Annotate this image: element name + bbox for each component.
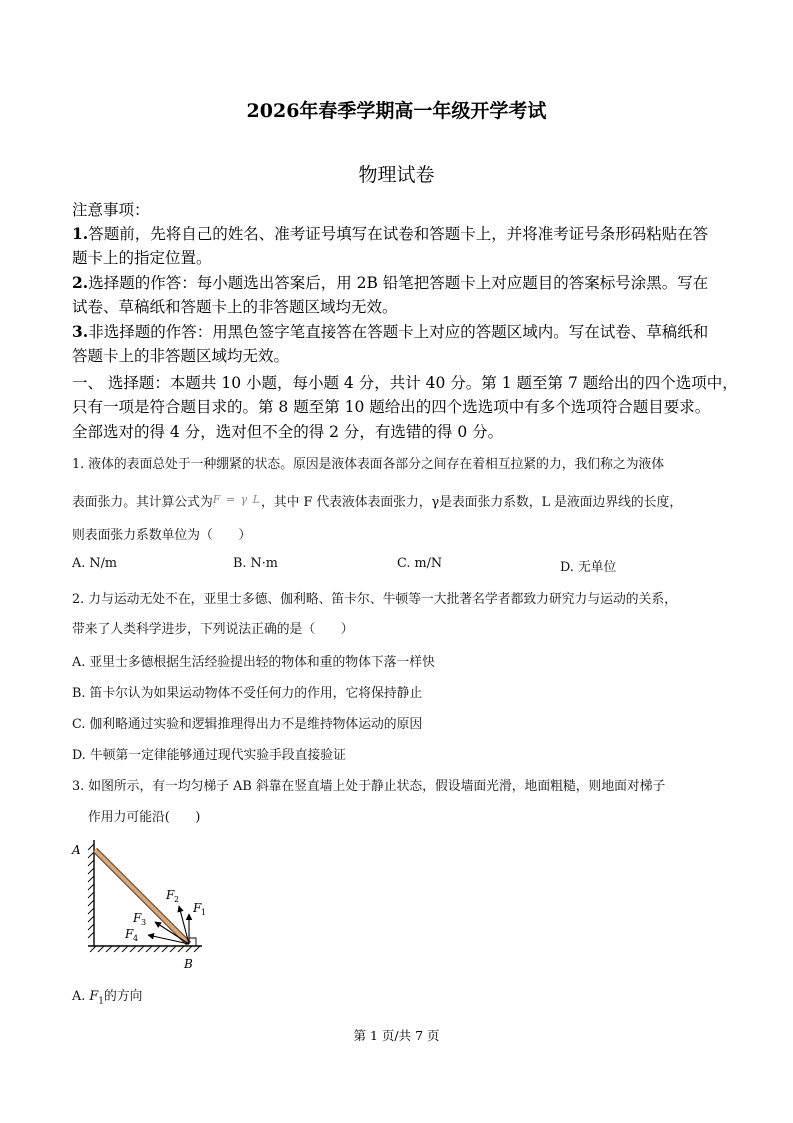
- section-line-1: 一、 选择题：本题共 10 小题，每小题 4 分，共计 40 分。第 1 题至第 7 题给出的四个选项中，: [72, 374, 738, 392]
- label-a: A: [72, 843, 81, 857]
- label-b: B: [184, 957, 193, 971]
- q2-line-1: 2. 力与运动无处不在，亚里士多德、伽利略、笛卡尔、牛顿等一大批著名学者都致力研究力与运动的关系，: [72, 592, 677, 607]
- note-item-2-line-2: 试卷、草稿纸和答题卡上的非答题区域均无效。: [72, 298, 398, 316]
- page-footer: 第 1 页/共 7 页: [353, 1028, 440, 1043]
- q1-line-1: 1. 液体的表面总处于一种绷紧的状态。原因是液体表面各部分之间存在着相互拉紧的力，我们称之为液体: [72, 457, 665, 472]
- label-f1: F: [193, 901, 202, 915]
- note-item-3-number: 3.: [72, 322, 89, 341]
- q2-line-2: 带来了人类科学进步，下列说法正确的是（ ）: [72, 622, 354, 637]
- q2-option-d[interactable]: D. 牛顿第一定律能够通过现代实验手段直接验证: [72, 748, 346, 763]
- q3-option-a[interactable]: [72, 985, 142, 1007]
- note-item-3-line-1: [72, 320, 708, 345]
- note-item-3-text: 非选择题的作答：用黑色签字笔直接答在答题卡上对应的答题区域内。写在试卷、草稿纸和: [88, 323, 709, 341]
- ladder-figure: [70, 830, 210, 972]
- note-item-1-text: 答题前，先将自己的姓名、准考证号填写在试卷和答题卡上，并将准考证号条形码粘贴在答: [88, 225, 709, 243]
- q3-option-a-subscript: 1: [98, 996, 105, 1007]
- q1-line-2-a: 表面张力。其计算公式为: [72, 495, 213, 510]
- q1-option-b[interactable]: B. N·m: [233, 556, 278, 571]
- q1-line-2-b: ，其中 F 代表液体表面张力，γ是表面张力系数，L 是液面边界线的长度，: [260, 495, 683, 510]
- section-line-2: 只有一项是符合题目求的。第 8 题至第 10 题给出的四个选选项中有多个选项符合题目要求。: [72, 398, 711, 416]
- q3-option-a-symbol: F: [89, 989, 99, 1004]
- exam-subtitle: 物理试卷: [358, 164, 435, 186]
- label-f3-sub: 3: [141, 918, 147, 927]
- note-item-2-number: 2.: [72, 273, 89, 292]
- label-f4: F: [125, 927, 134, 941]
- label-f4-sub: 4: [133, 934, 139, 943]
- notes-heading: 注意事项：: [72, 201, 150, 219]
- note-item-1-number: 1.: [72, 224, 89, 243]
- q3-option-a-prefix: A.: [72, 989, 90, 1004]
- label-f1-sub: 1: [201, 908, 207, 917]
- ground: [88, 946, 202, 952]
- note-item-2-line-1: [72, 271, 708, 296]
- label-f2: F: [166, 888, 175, 902]
- label-f2-sub: 2: [174, 895, 180, 904]
- q1-option-d[interactable]: D. 无单位: [560, 560, 617, 575]
- exam-title: 2026年春季学期高一年级开学考试: [246, 100, 547, 122]
- q2-option-a[interactable]: A. 亚里士多德根据生活经验提出轻的物体和重的物体下落一样快: [72, 655, 435, 670]
- wall: [88, 840, 94, 946]
- q3-option-a-suffix: 的方向: [104, 989, 143, 1004]
- note-item-2-text: 选择题的作答：每小题选出答案后，用 2B 铅笔把答题卡上对应题目的答案标号涂黑。写在: [88, 274, 709, 292]
- q1-line-2: [72, 491, 682, 510]
- note-item-1-line-2: 题卡上的指定位置。: [72, 249, 212, 267]
- q1-option-c[interactable]: C. m/N: [397, 556, 443, 571]
- q3-line-2: 作用力可能沿( ): [88, 810, 201, 825]
- q3-line-1: 3. 如图所示，有一均匀梯子 AB 斜靠在竖直墙上处于静止状态，假设墙面光滑，地面粗糙，则地面对梯子: [72, 779, 666, 794]
- q1-formula: F = γ L: [212, 493, 261, 506]
- note-item-3-line-2: 答题卡上的非答题区域均无效。: [72, 347, 290, 365]
- q2-option-c[interactable]: C. 伽利略通过实验和逻辑推理得出力不是维持物体运动的原因: [72, 717, 423, 732]
- q2-option-b[interactable]: B. 笛卡尔认为如果运动物体不受任何力的作用，它将保持静止: [72, 686, 423, 701]
- note-item-1-line-1: [72, 222, 708, 247]
- q1-option-a[interactable]: A. N/m: [72, 556, 118, 571]
- q1-line-3: 则表面张力系数单位为（ ）: [72, 528, 252, 543]
- label-f3: F: [133, 911, 142, 925]
- section-line-3: 全部选对的得 4 分，选对但不全的得 2 分，有选错的得 0 分。: [72, 423, 504, 441]
